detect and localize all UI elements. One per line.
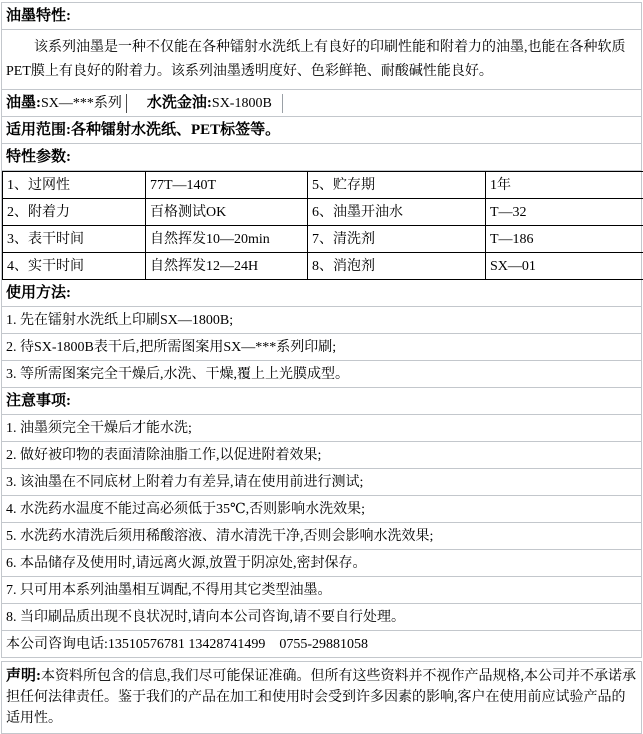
usage-item: 2. 待SX-1800B表干后,把所需图案用SX—***系列印刷; [2,334,641,361]
usage-item: 3. 等所需图案完全干燥后,水洗、干燥,覆上上光膜成型。 [2,361,641,388]
param-value: 自然挥发10—20min [146,226,308,253]
section-title-usage: 使用方法: [2,280,641,307]
note-item: 6. 本品储存及使用时,请远离火源,放置于阴凉处,密封保存。 [2,550,641,577]
param-name: 1、过网性 [3,172,146,199]
wash-gold-oil-value: SX-1800B [212,96,272,111]
parameters-table [2,171,643,280]
datasheet-table [1,2,642,658]
note-item: 8. 当印刷品质出现不良状况时,请向本公司咨询,请不要自行处理。 [2,604,641,631]
param-value: T—186 [486,226,643,253]
note-item: 3. 该油墨在不同底材上附着力有差异,请在使用前进行测试; [2,469,641,496]
param-name: 4、实干时间 [3,253,146,280]
table-row [3,199,643,226]
disclaimer-label: 声明: [6,668,41,684]
table-row [3,253,643,280]
param-value: T—32 [486,199,643,226]
param-name: 3、表干时间 [3,226,146,253]
note-item: 7. 只可用本系列油墨相互调配,不得用其它类型油墨。 [2,577,641,604]
note-item: 1. 油墨须完全干燥后才能水洗; [2,415,641,442]
section-title-notes: 注意事项: [2,388,641,415]
param-name: 8、消泡剂 [308,253,486,280]
section-title-parameters: 特性参数: [2,144,641,171]
param-name: 2、附着力 [3,199,146,226]
ink-series-cell [6,94,127,113]
table-row [3,226,643,253]
param-value: 百格测试OK [146,199,308,226]
note-item: 5. 水洗药水清洗后须用稀酸溶液、清水清洗干净,否则会影响水洗效果; [2,523,641,550]
table-row [3,172,643,199]
ink-series-value: SX—***系列 [41,96,122,111]
ink-series-label: 油墨: [6,95,41,111]
usage-item: 1. 先在镭射水洗纸上印刷SX—1800B; [2,307,641,334]
intro-paragraph: 该系列油墨是一种不仅能在各种镭射水洗纸上有良好的印刷性能和附着力的油墨,也能在各种软质PET膜上有良好的附着力。该系列油墨透明度好、色彩鲜艳、耐酸碱性能良好。 [2,30,641,90]
disclaimer-text: 本资料所包含的信息,我们尽可能保证准确。但所有这些资料并不视作产品规格,本公司并不承诺承担任何法律责任。鉴于我们的产品在加工和使用时会受到许多因素的影响,客户在使用前应试验产品的适用性。 [6,669,636,726]
wash-gold-oil-cell [147,94,283,113]
param-value: SX—01 [486,253,643,280]
section-title-ink-properties: 油墨特性: [2,3,641,30]
disclaimer-block [1,661,642,734]
param-value: 1年 [486,172,643,199]
param-name: 5、贮存期 [308,172,486,199]
note-item: 4. 水洗药水温度不能过高必须低于35℃,否则影响水洗效果; [2,496,641,523]
param-value: 自然挥发12—24H [146,253,308,280]
param-value: 77T—140T [146,172,308,199]
param-name: 7、清洗剂 [308,226,486,253]
scope-row: 适用范围:各种镭射水洗纸、PET标签等。 [2,117,641,144]
note-item: 2. 做好被印物的表面清除油脂工作,以促进附着效果; [2,442,641,469]
phone-row: 本公司咨询电话:13510576781 13428741499 0755-29881058 [2,631,641,658]
ink-codes-row [2,90,641,117]
wash-gold-oil-label: 水洗金油: [147,95,212,111]
param-name: 6、油墨开油水 [308,199,486,226]
